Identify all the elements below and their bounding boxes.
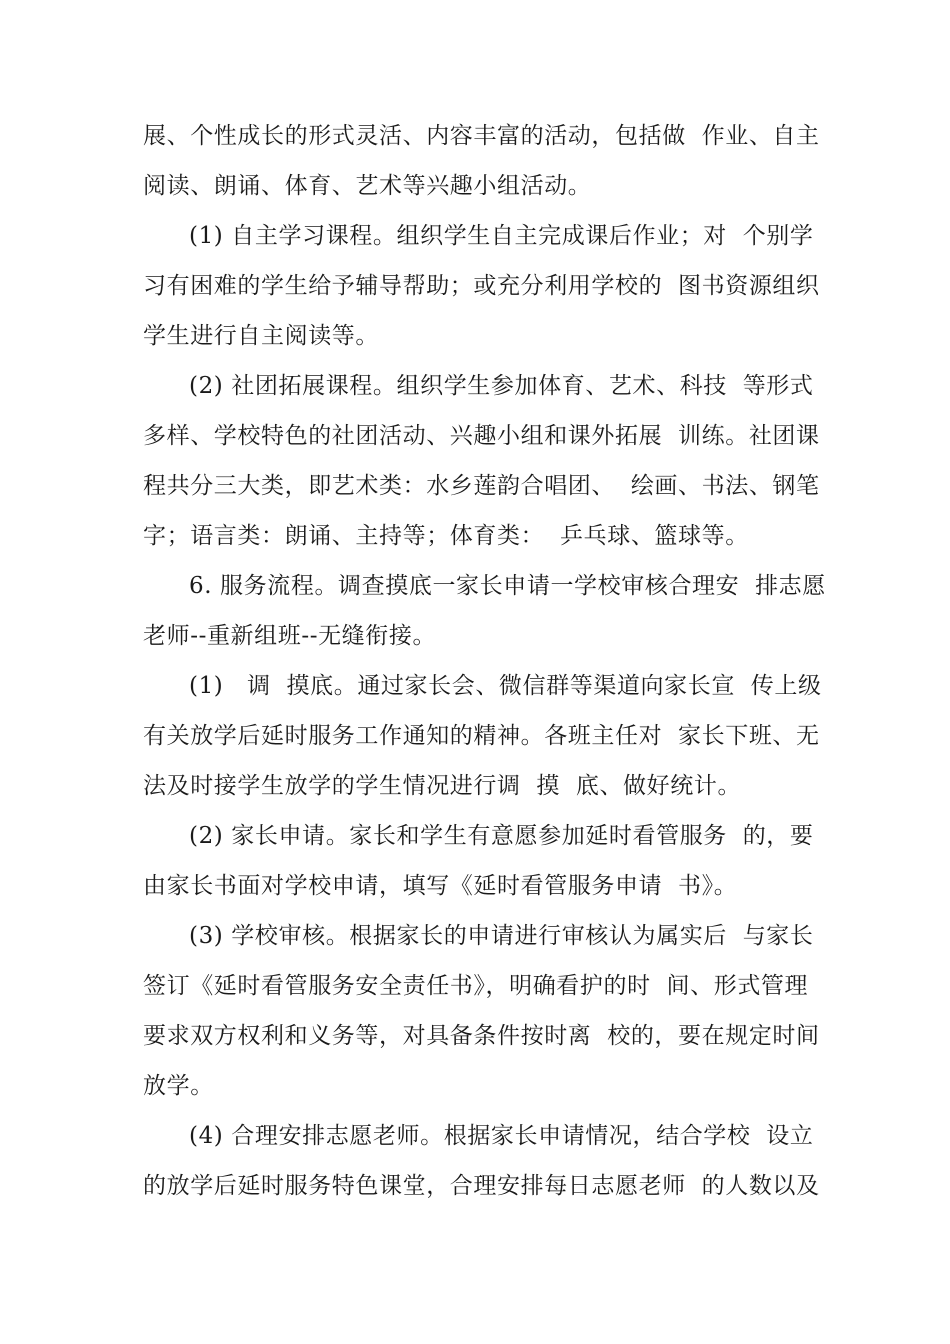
text-line: 签订《延时看管服务安全责任书》，明确看护的时 间、形式管理 (143, 973, 809, 999)
text-line: 放学。 (143, 1073, 214, 1099)
text-line: (2) 社团拓展课程。组织学生参加体育、艺术、科技 等形式 (189, 373, 814, 399)
text-line: 字；语言类：朗诵、主持等；体育类： 乒乓球、篮球等。 (143, 523, 749, 549)
text-line: (4) 合理安排志愿老师。根据家长申请情况，结合学校 设立 (189, 1123, 814, 1149)
text-line: (1) 自主学习课程。组织学生自主完成课后作业；对 个别学 (189, 223, 814, 249)
text-line: (1) 调 摸底。通过家长会、微信群等渠道向家长宣 传上级 (189, 673, 822, 699)
text-line: 的放学后延时服务特色课堂，合理安排每日志愿老师 的人数以及 (143, 1173, 820, 1199)
text-line: 学生进行自主阅读等。 (143, 323, 379, 349)
text-line: 6. 服务流程。调查摸底一家长申请一学校审核合理安 排志愿 (189, 573, 826, 599)
text-line: 阅读、朗诵、体育、艺术等兴趣小组活动。 (143, 173, 592, 199)
text-line: 要求双方权利和义务等，对具备条件按时离 校的，要在规定时间 (143, 1023, 820, 1049)
text-line: (2) 家长申请。家长和学生有意愿参加延时看管服务 的，要 (189, 823, 814, 849)
text-line: 多样、学校特色的社团活动、兴趣小组和课外拓展 训练。社团课 (143, 423, 820, 449)
text-line: 老师--重新组班--无缝衔接。 (143, 623, 437, 649)
text-line: 由家长书面对学校申请，填写《延时看管服务申请 书》。 (143, 873, 738, 899)
text-line: 展、个性成长的形式灵活、内容丰富的活动，包括做 作业、自主 (143, 123, 820, 149)
text-line: 法及时接学生放学的学生情况进行调 摸 底、做好统计。 (143, 773, 742, 799)
text-line: 程共分三大类，即艺术类：水乡莲韵合唱团、 绘画、书法、钢笔 (143, 473, 820, 499)
text-line: 有关放学后延时服务工作通知的精神。各班主任对 家长下班、无 (143, 723, 820, 749)
text-line: (3) 学校审核。根据家长的申请进行审核认为属实后 与家长 (189, 923, 814, 949)
text-line: 习有困难的学生给予辅导帮助；或充分利用学校的 图书资源组织 (143, 273, 820, 299)
